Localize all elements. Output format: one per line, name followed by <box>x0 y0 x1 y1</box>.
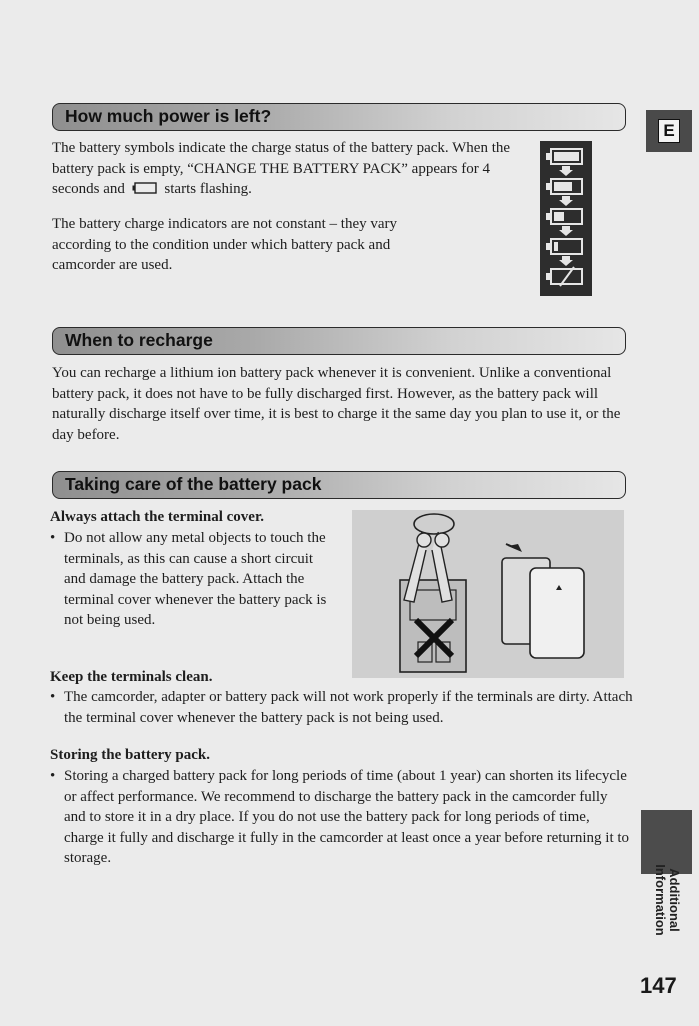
heading-battery-care: Taking care of the battery pack <box>52 471 626 499</box>
care-list-3 <box>50 766 630 869</box>
care-list-2 <box>50 687 635 728</box>
page-number: 147 <box>640 973 677 998</box>
heading-when-to-recharge: When to recharge <box>52 327 626 355</box>
care-bullet-1: • Do not allow any metal objects to touch the terminals, as this can cause a short circuit and damage the battery pack. Attach the terminal cover whenever the battery pack is not being used. <box>50 528 332 631</box>
care-bullet-3: • Storing a charged battery pack for long periods of time (about 1 year) can shorten its lifecycle or affect performance. We recommend to discharge the battery pack in the camcorder fully and to store it in a dry place. If you do not use the battery pack for long periods of time, charge it fully and discharge it fully in the camcorder at least once a year before returning it to storage. <box>50 766 630 869</box>
side-label-additional-information: Additional Information <box>653 864 682 936</box>
power-paragraph-1: The battery symbols indicate the charge status of the battery pack. When the battery pack is empty, “CHANGE THE BATTERY PACK” appears for 4 seconds and starts flashing. <box>52 140 511 198</box>
care-heading-storing: Storing the battery pack. <box>50 747 210 763</box>
heading-power-left: How much power is left? <box>52 103 626 131</box>
terminal-cover-illustration <box>352 510 624 678</box>
battery-empty-icon <box>132 181 158 195</box>
care-heading-terminal-cover: Always attach the terminal cover. <box>50 509 264 525</box>
care-bullet-2: • The camcorder, adapter or battery pack will not work properly if the terminals are dirty. Attach the terminal cover whenever the battery pack is not being used. <box>50 687 635 728</box>
recharge-paragraph: You can recharge a lithium ion battery pack whenever it is convenient. Unlike a conventional battery pack, it does not have to be fully discharged first. However, as the battery pack will naturally discharge itself over time, it is best to charge it the same day you plan to use it, or the day before. <box>52 365 621 443</box>
section-tab-e <box>646 110 692 152</box>
battery-level-icons <box>540 141 592 296</box>
care-list-1 <box>50 528 332 631</box>
care-heading-terminals-clean: Keep the terminals clean. <box>50 669 213 685</box>
section-letter: E <box>658 119 680 143</box>
power-paragraph-2: The battery charge indicators are not constant – they vary according to the condition under which battery pack and camcorder are used. <box>52 216 398 274</box>
